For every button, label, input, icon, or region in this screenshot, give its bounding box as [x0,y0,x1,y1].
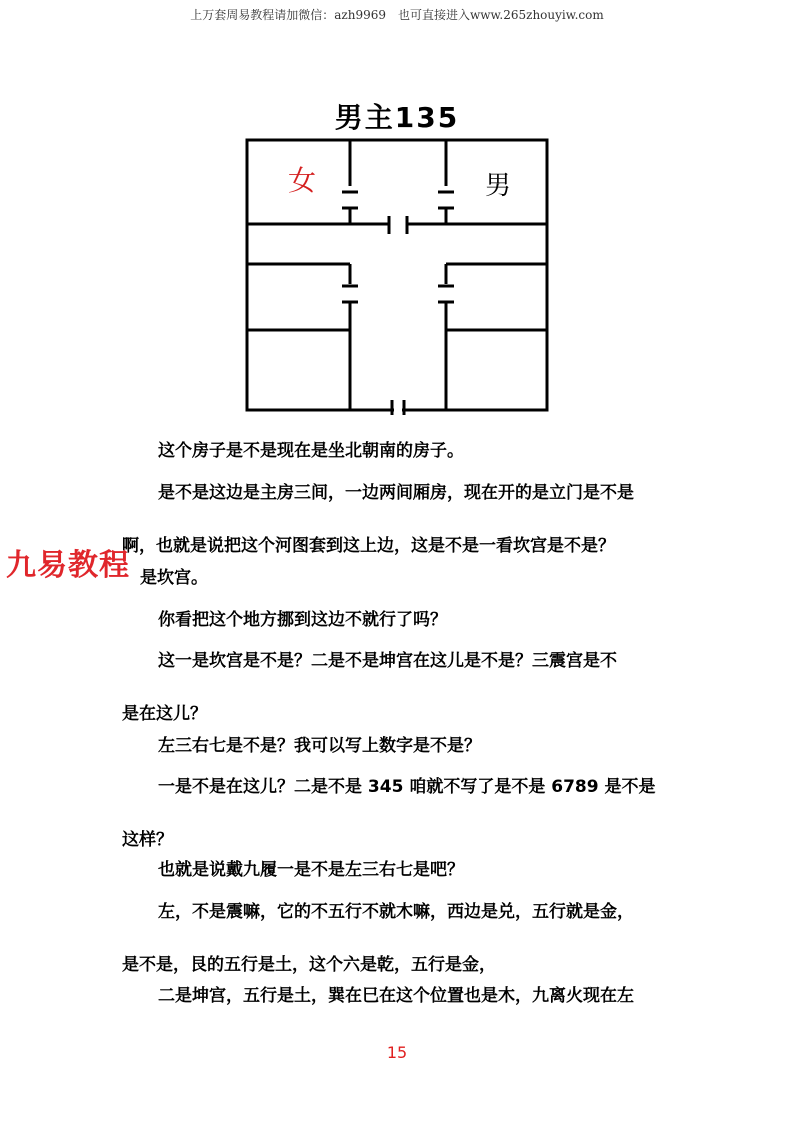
paragraph-line: 啊，也就是说把这个河图套到这上边，这是不是一看坎宫是不是？ [122,536,615,556]
paragraph-line: 二是坤宫，五行是土，巽在巳在这个位置也是木，九离火现在左 [158,986,634,1006]
paragraph-line: 这一是坎宫是不是？二是不是坤宫在这儿是不是？三震宫是不 [158,651,617,671]
paragraph-line: 是不是，艮的五行是土，这个六是乾，五行是金， [122,955,496,975]
paragraph-7 [122,772,682,855]
floor-plan-diagram [238,132,558,417]
female-room-label: 女 [287,164,317,197]
paragraph-8 [122,855,682,885]
paragraph-line: 是不是这边是主房三间，一边两间厢房，现在开的是立门是不是 [158,483,634,503]
figure-title: 男主135 [334,101,460,134]
paragraph-line: 左三右七是不是？我可以写上数字是不是？ [158,736,481,756]
paragraph-line: 左，不是震嘛，它的不五行不就木嘛，西边是兑，五行就是金， [158,902,634,922]
watermark-logo: 九易教程 [6,548,130,583]
paragraph-6 [122,731,682,761]
page-number: 15 [386,1043,408,1062]
paragraph-line: 这样？ [122,830,173,850]
paragraph-10 [122,981,682,1011]
paragraph-9 [122,897,682,980]
paragraph-line: 是坎宫。 [140,568,208,588]
paragraph-1 [122,436,682,466]
paragraph-line: 这个房子是不是现在是坐北朝南的房子。 [158,441,464,461]
page-header: 上万套周易教程请加微信：azh9969 也可直接进入www.265zhouyiw.com [190,8,604,22]
paragraph-3 [140,563,700,593]
paragraph-4 [122,605,682,635]
paragraph-line: 一是不是在这儿？二是不是 345 咱就不写了是不是 6789 是不是 [158,777,656,797]
paragraph-line: 是在这儿？ [122,704,207,724]
paragraph-line: 你看把这个地方挪到这边不就行了吗？ [158,610,447,630]
paragraph-2 [122,478,682,561]
male-room-label: 男 [484,171,512,201]
paragraph-line: 也就是说戴九履一是不是左三右七是吧？ [158,860,464,880]
paragraph-5 [122,646,682,729]
